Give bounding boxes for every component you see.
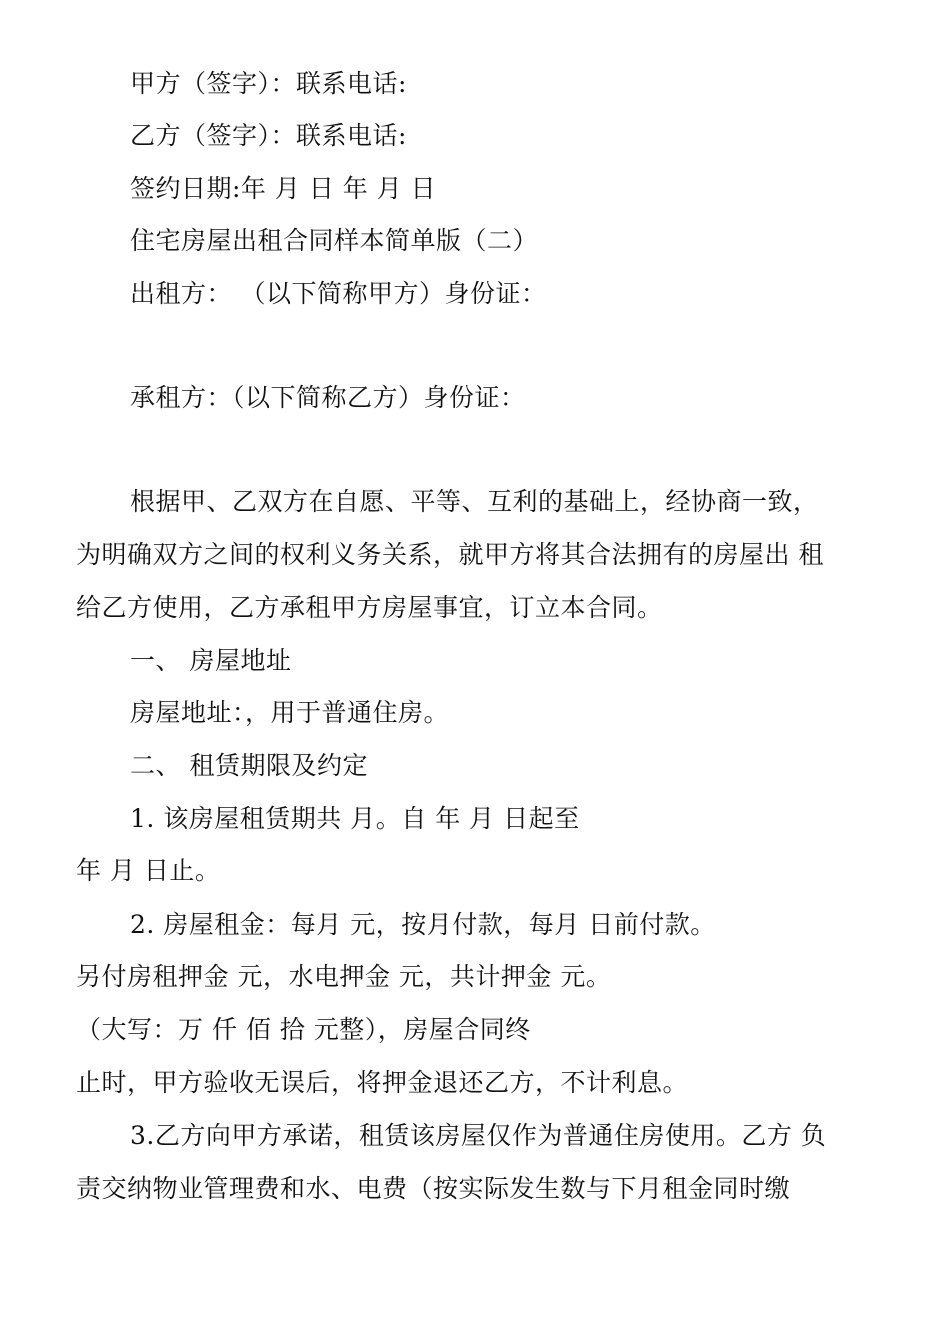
- term-clause-line-2: 年 月 日止。: [76, 856, 221, 885]
- section-2-heading: 二、 租赁期限及约定: [130, 751, 368, 780]
- signing-date-line: 签约日期:年 月 日 年 月 日: [130, 174, 437, 203]
- term-clause-line-1: 1. 该房屋租赁期共 月。自 年 月 日起至: [130, 804, 580, 833]
- preamble-line-3: 给乙方使用，乙方承租甲方房屋事宜，订立本合同。: [76, 593, 663, 622]
- lessor-line: 出租方： （以下简称甲方）身份证：: [130, 279, 547, 308]
- rent-clause-line-4: 止时，甲方验收无误后，将押金退还乙方，不计利息。: [76, 1068, 689, 1097]
- section-1-heading: 一、 房屋地址: [130, 646, 292, 675]
- rent-clause-line-2: 另付房租押金 元，水电押金 元，共计押金 元。: [76, 962, 612, 991]
- usage-clause-line-2: 责交纳物业管理费和水、电费（按实际发生数与下月租金同时缴: [76, 1174, 791, 1203]
- contract-title: 住宅房屋出租合同样本简单版（二）: [130, 226, 539, 255]
- house-address-line: 房屋地址：，用于普通住房。: [130, 698, 450, 727]
- usage-clause-line-1: 3.乙方向甲方承诺，租赁该房屋仅作为普通住房使用。乙方 负: [130, 1121, 827, 1150]
- party-b-signature-line: 乙方（签字）：联系电话:: [130, 121, 407, 150]
- party-a-signature-line: 甲方（签字）：联系电话:: [130, 69, 407, 98]
- lessee-line: 承租方：（以下简称乙方）身份证：: [130, 383, 526, 412]
- rent-clause-line-3: （大写：万 仟 佰 拾 元整），房屋合同终: [76, 1015, 531, 1044]
- preamble-line-2: 为明确双方之间的权利义务关系，就甲方将其合法拥有的房屋出 租: [76, 540, 824, 569]
- rent-clause-line-1: 2. 房屋租金：每月 元，按月付款，每月 日前付款。: [130, 910, 716, 939]
- preamble-line-1: 根据甲、乙双方在自愿、平等、互利的基础上，经协商一致，: [130, 487, 819, 516]
